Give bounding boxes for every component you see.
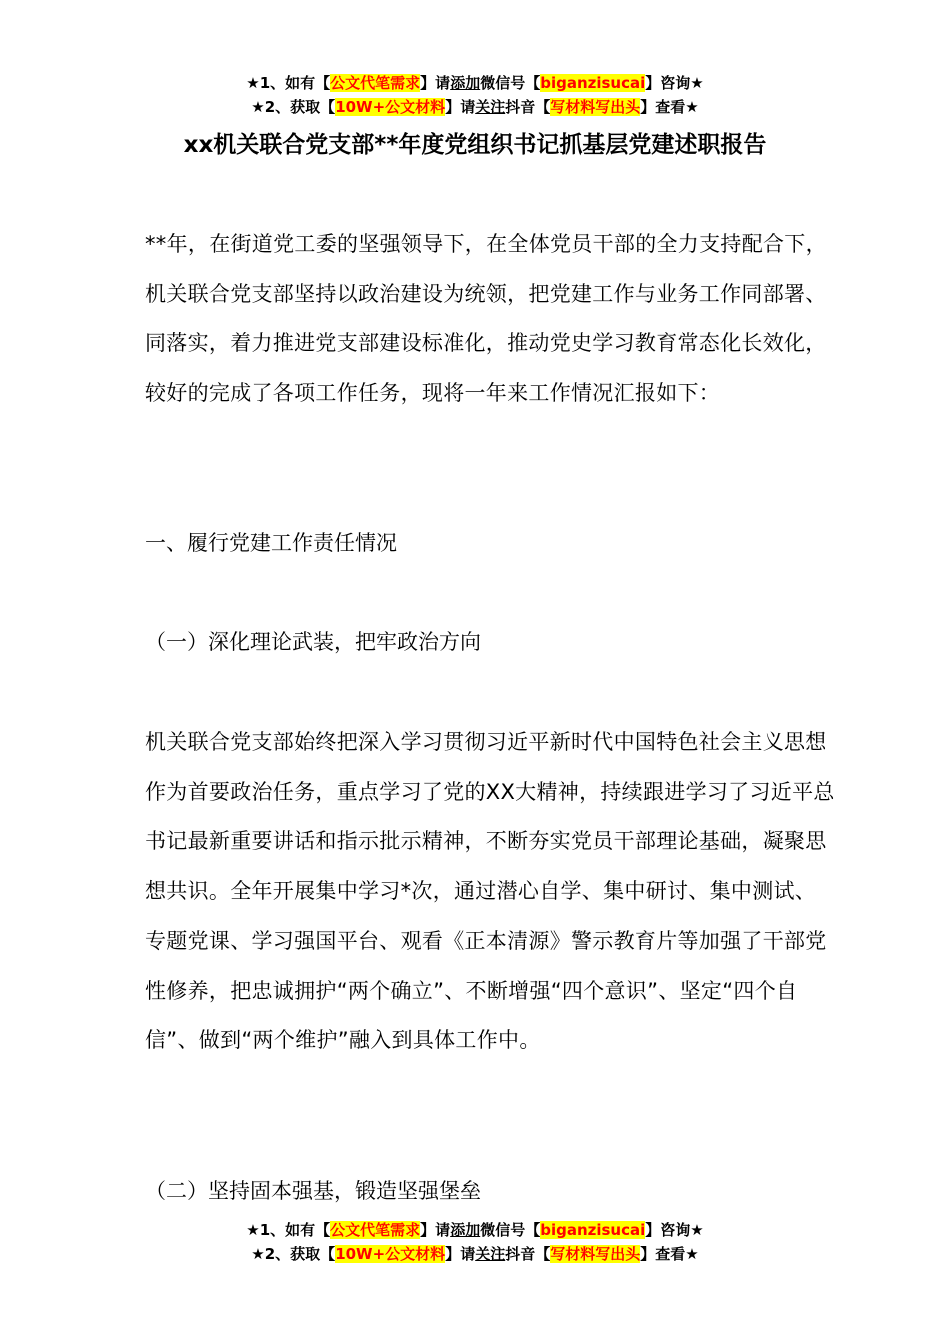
subsection-1-heading: （一）深化理论武装，把牢政治方向 — [145, 630, 481, 654]
promo-highlight: 公文代笔需求 — [330, 74, 421, 92]
intro-paragraph: **年，在街道党工委的坚强领导下，在全体党员干部的全力支持配合下，机关联合党支部坚持以政治建设为统领，把党建工作与业务工作同部署、同落实，着力推进党支部建设标准化，推动党史学习教育常态化长效化，较好的完成了各项工作任务，现将一年来工作情况汇报如下： — [145, 232, 827, 406]
top-promo-banner — [0, 71, 950, 119]
promo-highlight: 写材料写出头 — [550, 98, 641, 116]
promo-underline: 添加 — [450, 1221, 481, 1239]
promo-line-1: ★1、如有【公文代笔需求】请添加微信号【biganzisucai】咨询★ — [246, 1221, 704, 1239]
promo-line-1: ★1、如有【公文代笔需求】请添加微信号【biganzisucai】咨询★ — [246, 74, 704, 92]
promo-line-2: ★2、获取【10W+公文材料】请关注抖音【写材料写出头】查看★ — [251, 1245, 699, 1263]
subsection-2-heading: （二）坚持固本强基，锻造坚强堡垒 — [145, 1179, 481, 1203]
promo-underline: 关注 — [475, 98, 506, 116]
promo-highlight: 10W+公文材料 — [335, 98, 446, 116]
promo-line-2: ★2、获取【10W+公文材料】请关注抖音【写材料写出头】查看★ — [251, 98, 699, 116]
promo-highlight: biganzisucai — [540, 74, 646, 92]
subsection-1-paragraph: 机关联合党支部始终把深入学习贯彻习近平新时代中国特色社会主义思想作为首要政治任务，重点学习了党的XX大精神，持续跟进学习了习近平总书记最新重要讲话和指示批示精神，不断夯实党员干部理论基础，凝聚思想共识。全年开展集中学习*次，通过潜心自学、集中研讨、集中测试、专题党课、学习强国平台、观看《正本清源》警示教育片等加强了干部党性修养，把忠诚拥护“两个确立”、不断增强“四个意识”、坚定“四个自信”、做到“两个维护”融入到具体工作中。 — [145, 730, 835, 1053]
promo-highlight: 10W+公文材料 — [335, 1245, 446, 1263]
promo-highlight: biganzisucai — [540, 1221, 646, 1239]
promo-highlight: 写材料写出头 — [550, 1245, 641, 1263]
promo-underline: 关注 — [475, 1245, 506, 1263]
promo-highlight: 公文代笔需求 — [330, 1221, 421, 1239]
document-title: xx机关联合党支部**年度党组织书记抓基层党建述职报告 — [183, 132, 767, 158]
bottom-promo-banner — [0, 1218, 950, 1266]
section-1-heading: 一、履行党建工作责任情况 — [145, 531, 397, 555]
promo-underline: 添加 — [450, 74, 481, 92]
